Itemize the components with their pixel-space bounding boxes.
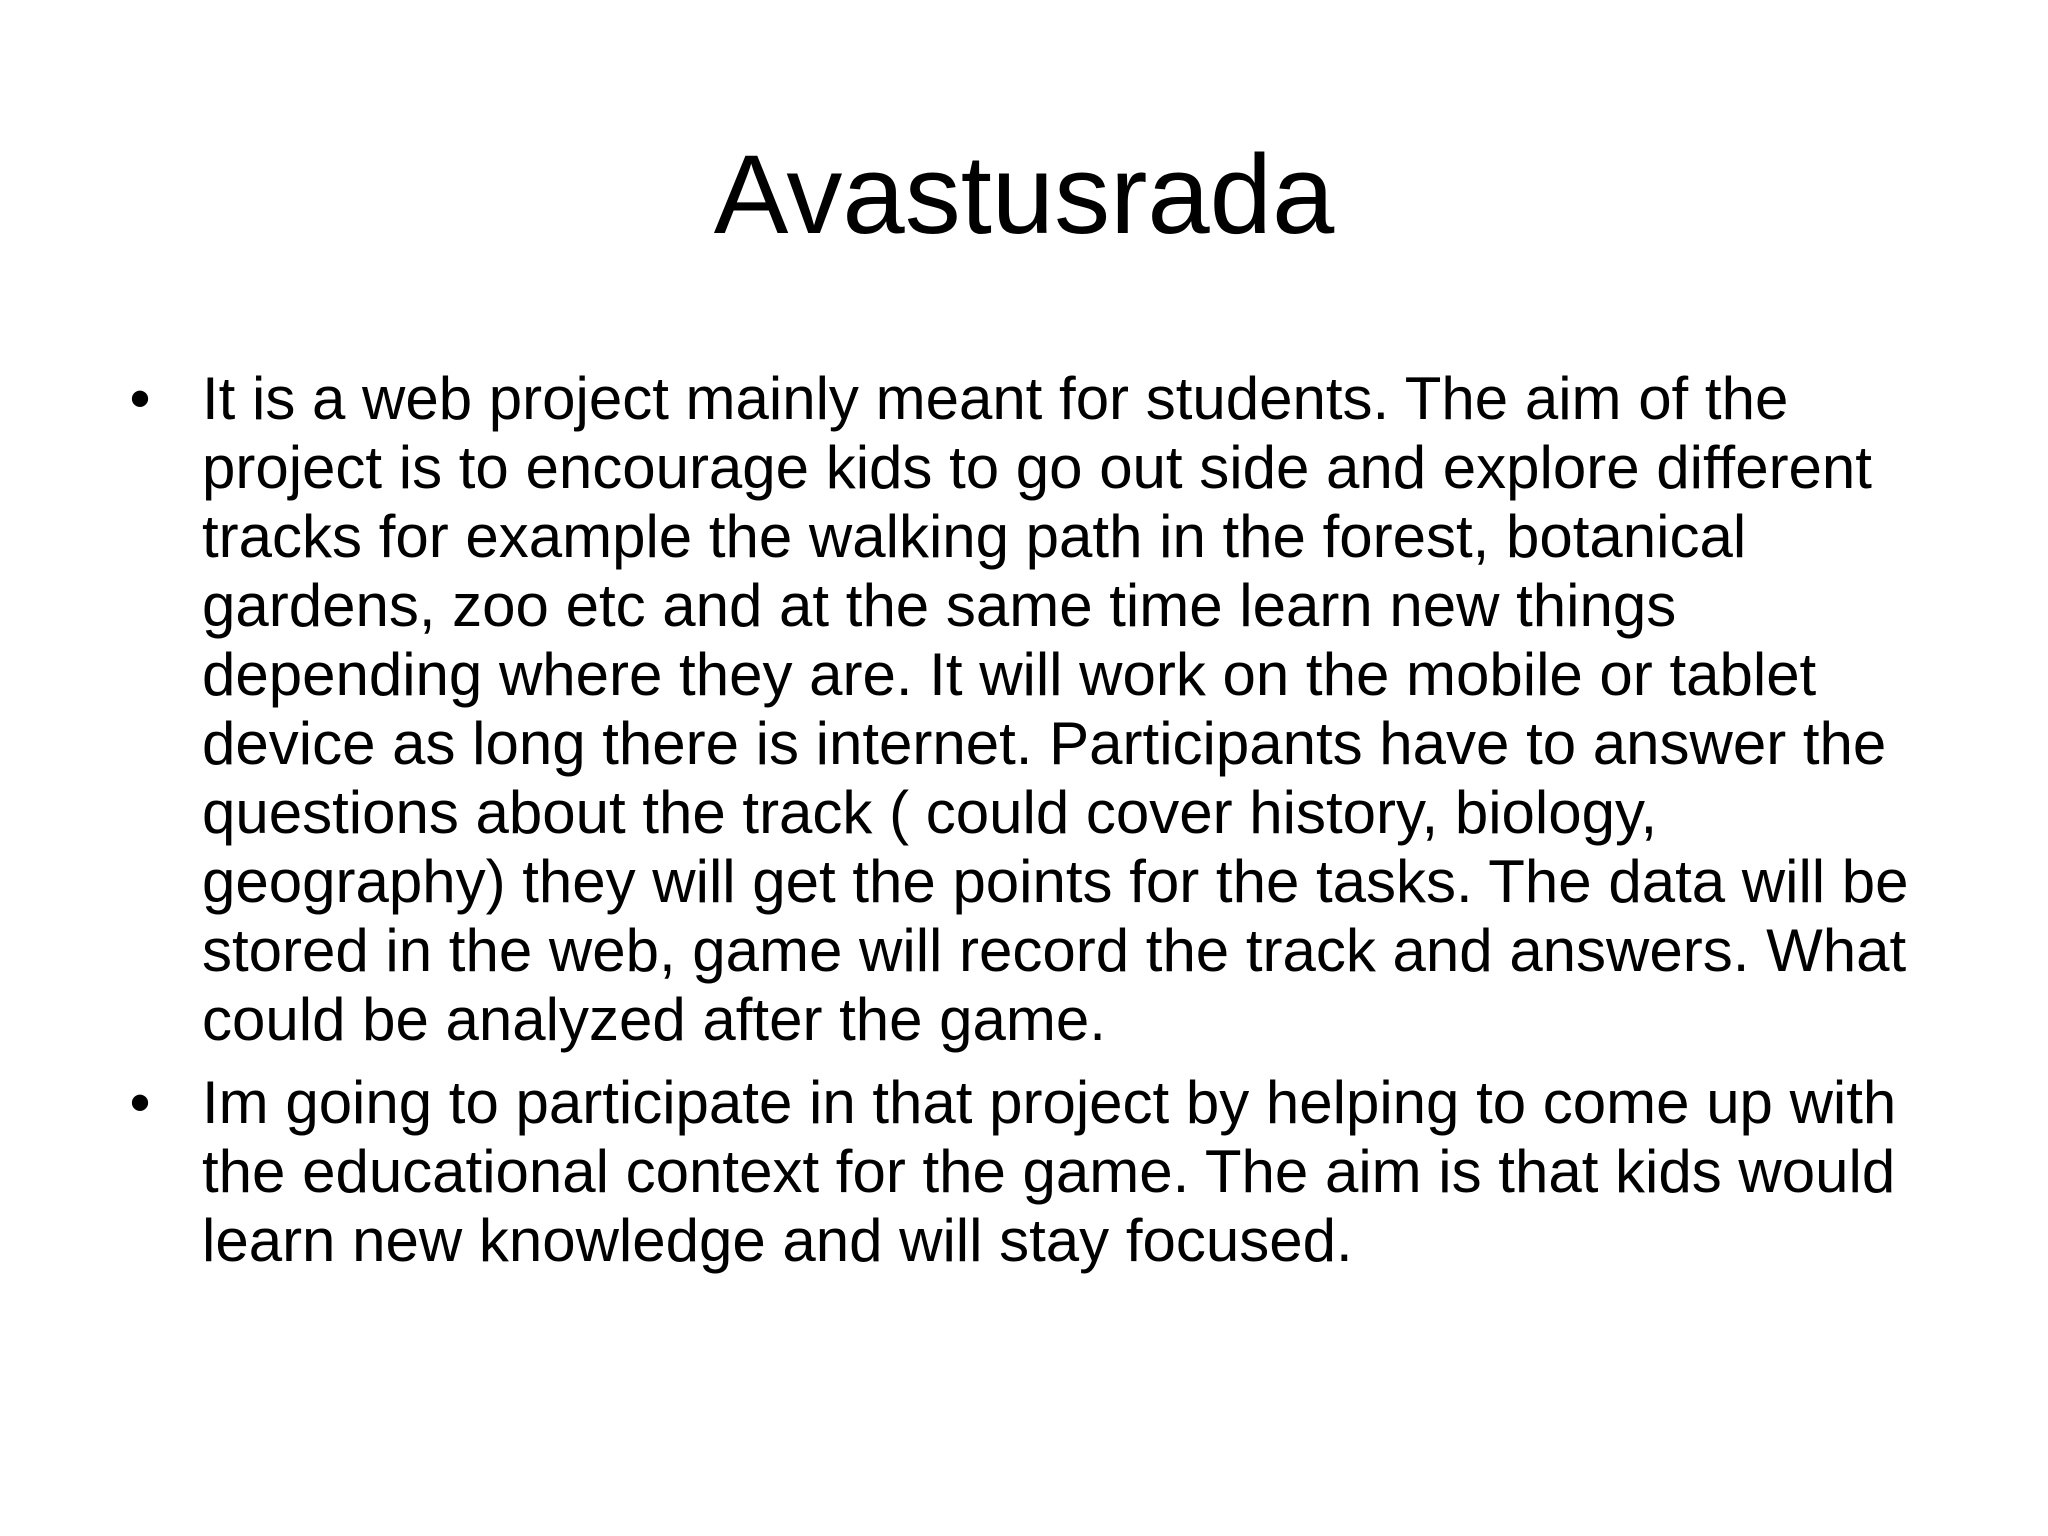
bullet-dot-icon: •	[129, 1069, 151, 1136]
bullet-item	[120, 1068, 1950, 1275]
bullet-item	[120, 364, 1950, 1054]
bullet-list	[120, 364, 1950, 1289]
bullet-text: Im going to participate in that project by helping to come up with the educational context for the game. The aim is that kids would learn new knowledge and will stay focused.	[202, 1069, 1897, 1274]
slide-title: Avastusrada	[713, 132, 1335, 257]
bullet-dot-icon: •	[129, 365, 151, 432]
bullet-text: It is a web project mainly meant for students. The aim of the project is to encourage kids to go out side and explore different tracks for example the walking path in the forest, botanical gardens, zoo etc and at the same time learn new things depending where they are. It will work on the mobile or tablet device as long there is internet. Participants have to answer the questions about the track ( could cover history, biology, geography) they will get the points for the tasks. The data will be stored in the web, game will record the track and answers. What could be analyzed after the game.	[202, 365, 1909, 1053]
